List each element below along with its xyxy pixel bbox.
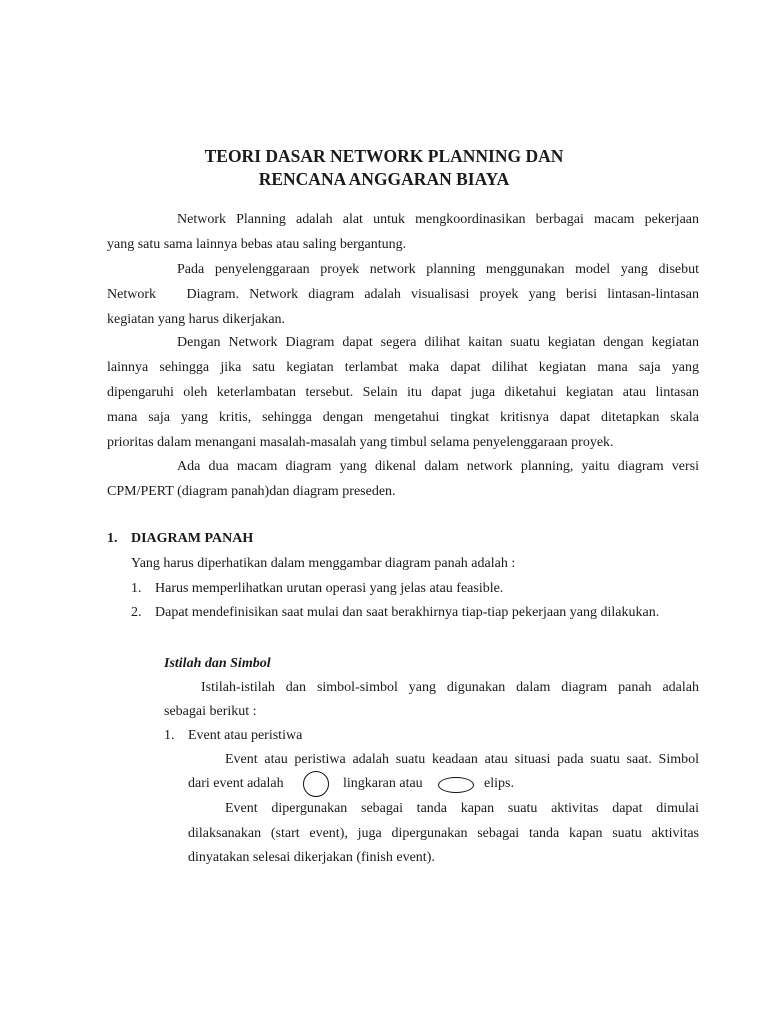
event-paragraph-1-text-a: dari event adalah xyxy=(188,776,284,791)
event-paragraph-2-line-2: dilaksanakan (start event), juga dipergunakan sebagai tanda kapan suatu aktivitas xyxy=(188,826,699,841)
event-paragraph-1-line-1: Event atau peristiwa adalah suatu keadaan atau situasi pada suatu saat. Simbol xyxy=(225,752,699,767)
paragraph-3-line-5: prioritas dalam menangani masalah-masalah yang timbul selama penyelenggaraan proyek. xyxy=(107,435,614,450)
circle-symbol-icon xyxy=(303,771,329,797)
list-item-number: 2. xyxy=(131,605,142,620)
page-title-line-1: TEORI DASAR NETWORK PLANNING DAN xyxy=(204,146,564,166)
list-item-number: 1. xyxy=(131,581,142,596)
list-item-text: Dapat mendefinisikan saat mulai dan saat berakhirnya tiap-tiap pekerjaan yang dilakukan. xyxy=(155,605,660,620)
paragraph-3-line-2: lainnya sehingga jika satu kegiatan terlambat maka dapat dilihat kegiatan mana saja yang xyxy=(107,360,699,375)
event-paragraph-1-text-c: elips. xyxy=(484,776,514,791)
paragraph-1-line-1: Network Planning adalah alat untuk mengkoordinasikan berbagai macam pekerjaan xyxy=(177,212,699,227)
paragraph-3-line-1: Dengan Network Diagram dapat segera dilihat kaitan suatu kegiatan dengan kegiatan xyxy=(177,335,699,350)
subsection-item-title: Event atau peristiwa xyxy=(188,728,303,743)
section-1-heading: DIAGRAM PANAH xyxy=(131,531,254,546)
paragraph-1-line-2: yang satu sama lainnya bebas atau saling bergantung. xyxy=(107,237,407,252)
event-paragraph-1-text-b: lingkaran atau xyxy=(343,776,423,791)
paragraph-4-line-2: CPM/PERT (diagram panah)dan diagram preseden. xyxy=(107,484,396,499)
section-1-number: 1. xyxy=(107,531,118,546)
paragraph-3-line-4: mana saja yang kritis, sehingga dengan mengetahui tingkat kritisnya dapat ditetapkan skala xyxy=(107,410,699,425)
paragraph-3-line-3: dipengaruhi oleh keterlambatan tersebut. Selain itu dapat juga diketahui kegiatan atau lintasan xyxy=(107,385,699,400)
section-1-lead: Yang harus diperhatikan dalam menggambar diagram panah adalah : xyxy=(131,556,516,571)
paragraph-2-line-2: Network Diagram. Network diagram adalah visualisasi proyek yang berisi lintasan-lintasan xyxy=(107,287,699,302)
paragraph-2-line-1: Pada penyelenggaraan proyek network planning menggunakan model yang disebut xyxy=(177,262,699,277)
list-item-text: Harus memperlihatkan urutan operasi yang jelas atau feasible. xyxy=(155,581,504,596)
event-paragraph-2-line-1: Event dipergunakan sebagai tanda kapan suatu aktivitas dapat dimulai xyxy=(225,801,699,816)
paragraph-2-line-3: kegiatan yang harus dikerjakan. xyxy=(107,312,286,327)
subsection-item-number: 1. xyxy=(164,728,175,743)
paragraph-4-line-1: Ada dua macam diagram yang dikenal dalam network planning, yaitu diagram versi xyxy=(177,459,699,474)
subsection-lead-line-2: sebagai berikut : xyxy=(164,704,257,719)
subsection-lead-line-1: Istilah-istilah dan simbol-simbol yang digunakan dalam diagram panah adalah xyxy=(201,680,699,695)
page-title-line-2: RENCANA ANGGARAN BIAYA xyxy=(258,169,510,189)
ellipse-symbol-icon xyxy=(438,777,474,793)
subsection-heading: Istilah dan Simbol xyxy=(164,656,271,671)
event-paragraph-2-line-3: dinyatakan selesai dikerjakan (finish event). xyxy=(188,850,435,865)
